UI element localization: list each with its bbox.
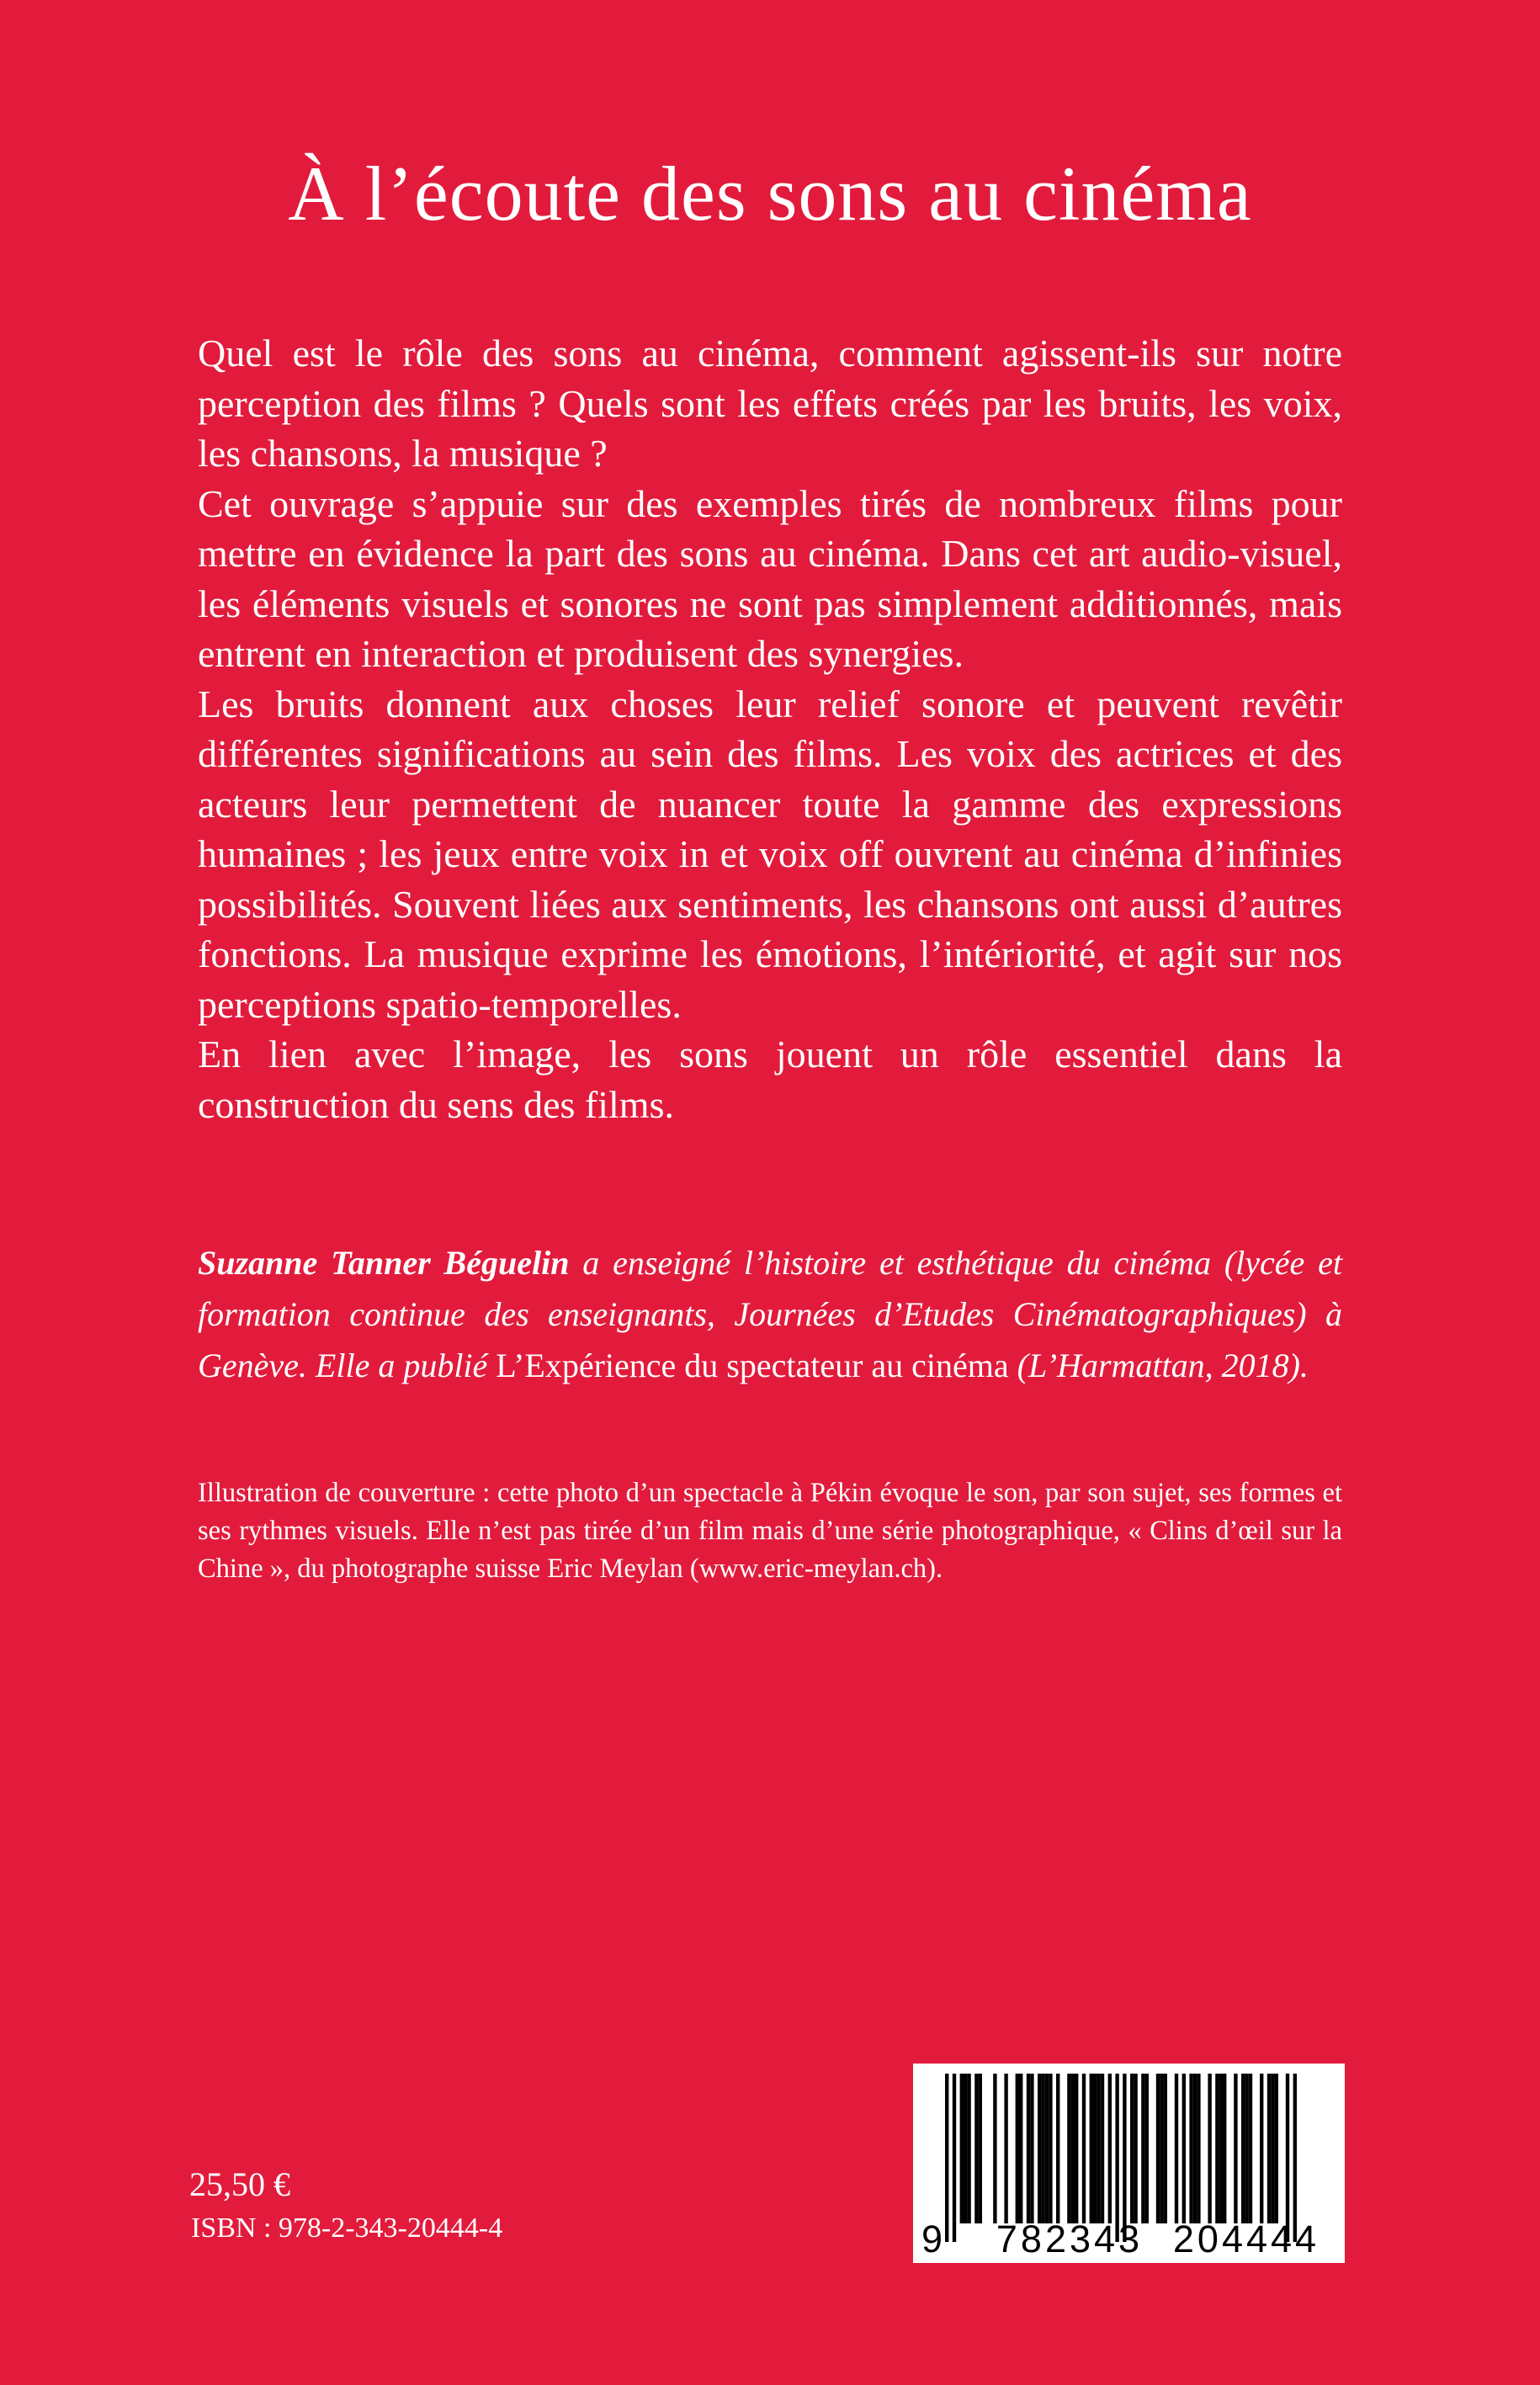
barcode-bar [1160,2074,1163,2223]
barcode-bar [1271,2074,1274,2223]
barcode-bar [974,2074,978,2223]
barcode-bar [964,2074,967,2223]
blurb-paragraph: En lien avec l’image, les sons jouent un rôle essentiel dans la construction du sens des films. [198,1033,1342,1126]
barcode-digits [913,2218,1345,2260]
previous-book-title: L’Expérience du spectateur au cinéma [496,1347,1009,1384]
isbn: ISBN : 978-2-343-20444-4 [191,2212,503,2244]
blurb [198,328,1342,1129]
barcode-bar [1019,2074,1022,2223]
barcode-bar [1056,2074,1059,2223]
barcode-bar [1041,2074,1044,2223]
barcode-bar [1093,2074,1097,2223]
barcode-bar [1145,2074,1149,2223]
barcode-bar [1189,2074,1192,2223]
barcode-digit-first: 9 [921,2218,943,2260]
barcode-bar [1045,2074,1049,2223]
barcode-bar [1249,2074,1252,2223]
blurb-paragraph: Les bruits donnent aux choses leur relief sonore et peuvent revêtir différentes significations au sein des films. Les voix des actrices et des acteurs leur permettent de nuancer toute la gamme des expressions humaines ; les jeux entre voix in et voix off ouvrent au cinéma d’infinies possibilités. Souvent liées aux sentiments, les chansons ont aussi d’autres fonctions. La musique exprime les émotions, l’intériorité, et agit sur nos perceptions spatio-temporelles. [198,682,1342,1026]
barcode-bar [1067,2074,1070,2223]
barcode-bar [1219,2074,1223,2223]
book-title: À l’écoute des sons au cinéma [288,151,1252,236]
barcode [913,2064,1345,2263]
barcode-bar [1215,2074,1219,2223]
barcode-bar [1156,2074,1160,2223]
barcode-bar [1293,2074,1297,2242]
barcode-bar [1123,2074,1126,2242]
price: 25,50 € [189,2165,290,2203]
barcode-bar [1234,2074,1237,2223]
barcode-bar [1090,2074,1093,2223]
barcode-bar [1182,2074,1186,2223]
barcode-bar [1097,2074,1100,2223]
barcode-bar [953,2074,956,2242]
barcode-bar [979,2074,982,2223]
barcode-bar [1027,2074,1030,2223]
barcode-bar [1267,2074,1271,2223]
author-bio-publisher: (L’Harmattan, 2018). [1008,1347,1309,1384]
barcode-bar [1260,2074,1263,2223]
barcode-bar [1038,2074,1041,2223]
barcode-bar [1082,2074,1086,2223]
barcode-bar [945,2074,948,2242]
barcode-bar [1223,2074,1226,2223]
barcode-bar [1175,2074,1178,2223]
barcode-bar [1141,2074,1144,2223]
barcode-bar [1197,2074,1200,2223]
illustration-credit: Illustration de couverture : cette photo d’un spectacle à Pékin évoque le son, par son sujet, ses formes et ses rythmes visuels. Elle n’est pas tirée d’un film mais d’une série photographique, « Clins d’œil sur la Chine », du photographe suisse Eric Meylan (www.eric-meylan.ch). [198,1478,1342,1584]
barcode-bar [1134,2074,1137,2223]
barcode-bar [1016,2074,1019,2223]
barcode-digits-right: 204444 [1172,2218,1320,2260]
barcode-bar [1286,2074,1289,2242]
barcode-bar [1241,2074,1245,2223]
barcode-bar [967,2074,970,2223]
author-name: Suzanne Tanner Béguelin [198,1244,570,1282]
blurb-paragraph: Quel est le rôle des sons au cinéma, comment agissent-ils sur notre perception des films ? Quels sont les effets créés par les bruits, les voix, les chansons, la musique ? [198,332,1342,475]
author-bio-text: a enseigné l’histoire et esthétique du cinéma (lycée et formation continue des enseignants, Journées d’Etudes Cinématographiques) à Genève. Elle a publié [198,1244,1342,1384]
barcode-bar [1075,2074,1078,2223]
barcode-bar [993,2074,996,2223]
barcode-bar [1108,2074,1112,2223]
barcode-bar [1115,2074,1118,2242]
barcode-bar [1071,2074,1075,2223]
barcode-bar [1030,2074,1033,2223]
blurb-paragraph: Cet ouvrage s’appuie sur des exemples tirés de nombreux films pour mettre en évidence la part des sons au cinéma. Dans cet art audio-visuel, les éléments visuels et sonores ne sont pas simplement additionnés, mais entrent en interaction et produisent des synergies. [198,481,1342,675]
barcode-bar [1130,2074,1134,2223]
barcode-digits-left: 782343 [996,2218,1144,2260]
barcode-bar [1245,2074,1248,2223]
barcode-bar [1049,2074,1052,2223]
author-bio [198,1237,1342,1391]
barcode-bar [960,2074,964,2223]
barcode-bar [1164,2074,1167,2223]
barcode-bar [1275,2074,1278,2223]
barcode-bar [1208,2074,1211,2223]
barcode-bar [1101,2074,1104,2223]
barcode-bar [1193,2074,1197,2223]
barcode-bar [1004,2074,1007,2223]
